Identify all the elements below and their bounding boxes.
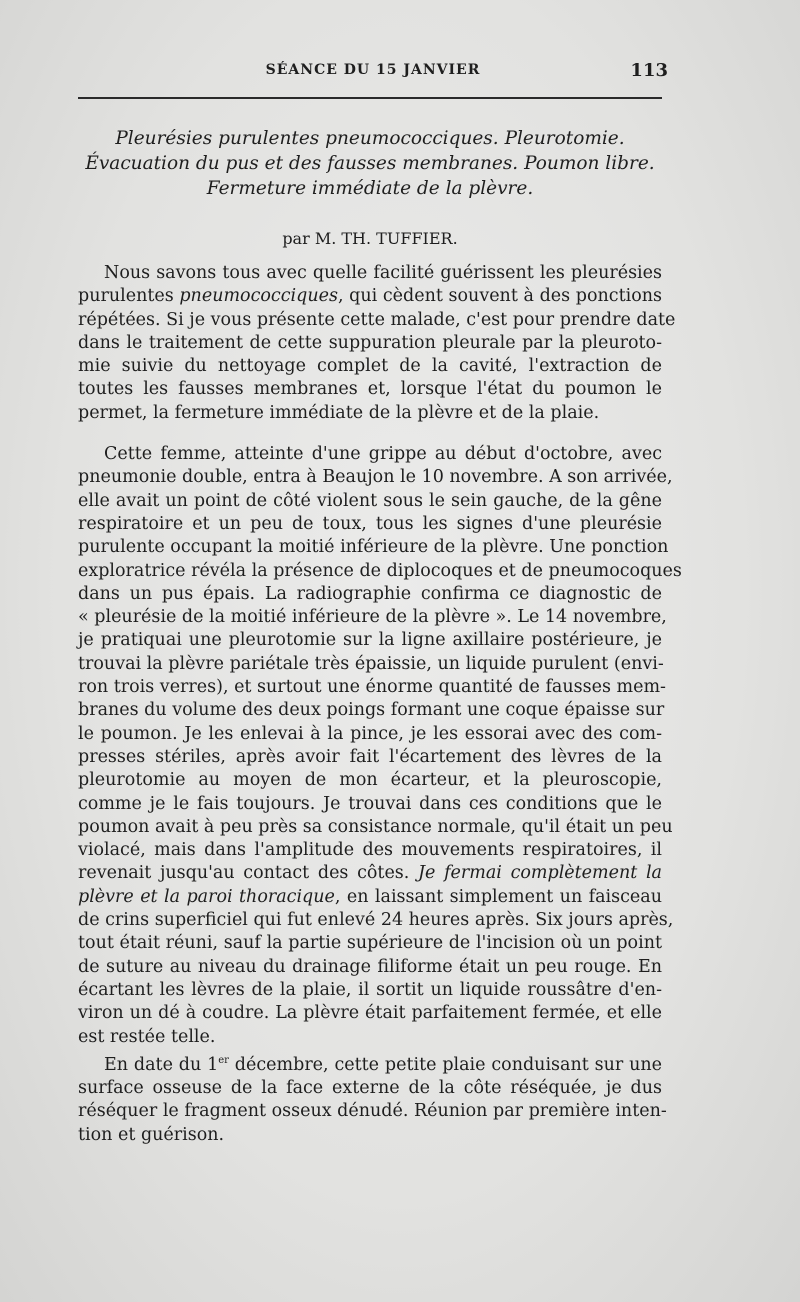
text-line: purulentes pneumococciques, qui cèdent souvent à des ponctions	[78, 286, 662, 307]
text-line: ron trois verres), et surtout une énorme quantité de fausses mem-	[78, 677, 666, 698]
text-line: En date du 1er décembre, cette petite plaie conduisant sur une	[104, 1054, 662, 1075]
text-line: « pleurésie de la moitié inférieure de la plèvre ». Le 14 novembre,	[78, 607, 667, 628]
text-line: comme je le fais toujours. Je trouvai dans ces conditions que le	[78, 793, 662, 814]
text-line: revenait jusqu'au contact des côtes. Je fermai complètement la	[78, 863, 662, 884]
article-title-line: Évacuation du pus et des fausses membranes. Poumon libre.	[85, 153, 655, 174]
text-line: est restée telle.	[78, 1026, 216, 1047]
text-line: plèvre et la paroi thoracique, en laissant simplement un faisceau	[78, 886, 662, 907]
italic-text: plèvre et la paroi thoracique	[78, 886, 335, 907]
paragraph-gap	[78, 425, 662, 443]
page-number: 113	[630, 60, 668, 81]
text-line: respiratoire et un peu de toux, tous les signes d'une pleurésie	[78, 513, 662, 534]
article-body	[78, 262, 682, 1147]
text-line: exploratrice révéla la présence de diplocoques et de pneumocoques	[78, 560, 682, 581]
text-line: permet, la fermeture immédiate de la plèvre et de la plaie.	[78, 402, 600, 423]
italic-text: pneumococciques	[179, 286, 338, 307]
text-line: de crins superficiel qui fut enlevé 24 heures après. Six jours après,	[78, 910, 674, 931]
text-line: surface osseuse de la face externe de la côte réséquée, je dus	[78, 1078, 662, 1099]
text-line: dans un pus épais. La radiographie confirma ce diagnostic de	[78, 583, 662, 604]
text-line: purulente occupant la moitié inférieure de la plèvre. Une ponction	[78, 537, 669, 558]
italic-text: Je fermai complètement la	[418, 863, 662, 884]
paragraph	[78, 1049, 667, 1147]
running-title: SÉANCE DU 15 JANVIER	[265, 62, 481, 78]
paragraph	[78, 262, 676, 425]
text-line: le poumon. Je les enlevai à la pince, je les essorai avec des com-	[78, 723, 662, 744]
text-line: écartant les lèvres de la plaie, il sortit un liquide roussâtre d'en-	[78, 979, 662, 1000]
author-byline: par M. TH. TUFFIER.	[282, 229, 458, 248]
text-line: mie suivie du nettoyage complet de la cavité, l'extraction de	[78, 356, 662, 377]
article-title-line: Fermeture immédiate de la plèvre.	[206, 178, 534, 199]
article-title-line: Pleurésies purulentes pneumococciques. Pleurotomie.	[115, 128, 625, 149]
text-line: branes du volume des deux poings formant une coque épaisse sur	[78, 700, 665, 721]
text-line: trouvai la plèvre pariétale très épaissie, un liquide purulent (envi-	[78, 653, 664, 674]
text-line: réséquer le fragment osseux dénudé. Réunion par première inten-	[78, 1101, 667, 1122]
header-rule	[78, 97, 662, 99]
text-line: Cette femme, atteinte d'une grippe au début d'octobre, avec	[104, 444, 662, 465]
running-header	[78, 60, 668, 84]
text-line: Nous savons tous avec quelle facilité guérissent les pleurésies	[104, 263, 662, 283]
text-line: presses stériles, après avoir fait l'écartement des lèvres de la	[78, 746, 662, 767]
text-line: pneumonie double, entra à Beaujon le 10 novembre. A son arrivée,	[78, 467, 673, 488]
text-line: pleurotomie au moyen de mon écarteur, et la pleuroscopie,	[78, 770, 662, 791]
text-line: poumon avait à peu près sa consistance normale, qu'il était un peu	[78, 816, 673, 837]
text-line: de suture au niveau du drainage filiforme était un peu rouge. En	[78, 956, 662, 977]
article-title	[78, 126, 662, 201]
text-line: elle avait un point de côté violent sous le sein gauche, de la gêne	[78, 490, 662, 511]
text-line: tion et guérison.	[78, 1124, 225, 1145]
text-line: répétées. Si je vous présente cette malade, c'est pour prendre date	[78, 309, 676, 330]
superscript: er	[218, 1054, 229, 1066]
text-line: violacé, mais dans l'amplitude des mouvements respiratoires, il	[78, 840, 662, 861]
text-line: dans le traitement de cette suppuration pleurale par la pleuroto-	[78, 332, 662, 353]
text-line: viron un dé à coudre. La plèvre était parfaitement fermée, et elle	[78, 1003, 662, 1024]
text-line: toutes les fausses membranes et, lorsque l'état du poumon le	[78, 379, 662, 400]
text-line: je pratiquai une pleurotomie sur la ligne axillaire postérieure, je	[78, 630, 662, 651]
paragraph	[78, 443, 682, 1049]
text-line: tout était réuni, sauf la partie supérieure de l'incision où un point	[78, 933, 662, 954]
